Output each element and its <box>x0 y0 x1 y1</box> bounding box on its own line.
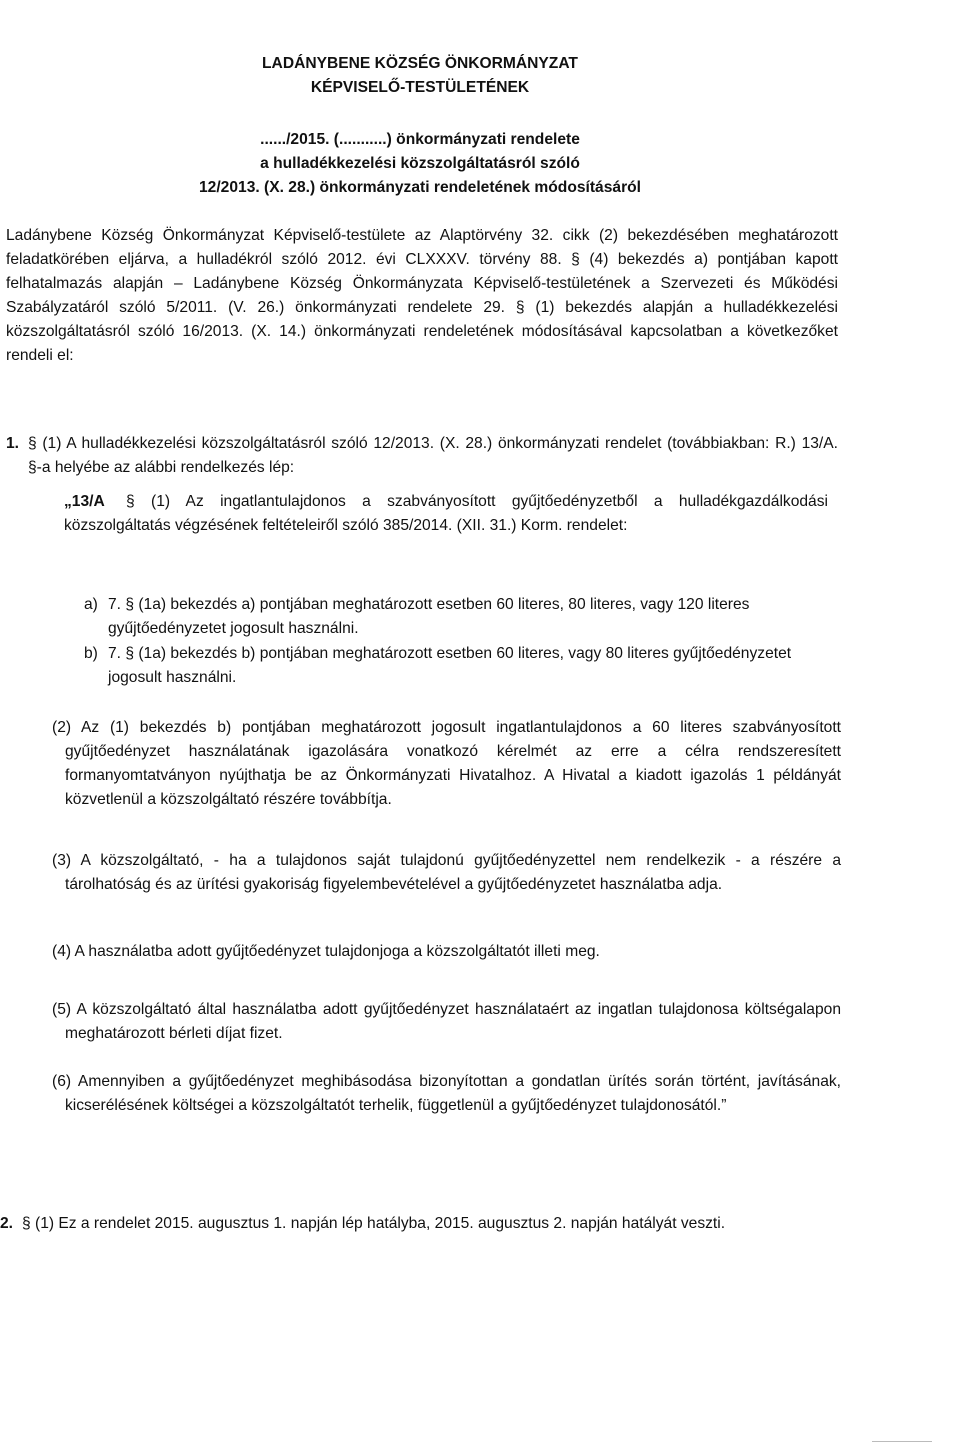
paragraph-6: (6) Amennyiben a gyűjtőedényzet meghibásodása bizonyítottan a gondatlan ürítés során történt, javításának, kicserélésének költségei a közszolgáltatót terhelik, függetlenül a gyűjtőedényzet tulajdonosától.” <box>52 1073 841 1114</box>
item-a-text: 7. § (1a) bekezdés a) pontjában meghatározott esetben 60 literes, 80 literes, vagy 120 literes gyűjtőedényzetet jogosult használni. <box>108 596 750 637</box>
section-1-number: 1. <box>6 435 20 452</box>
paragraph-3: (3) A közszolgáltató, - ha a tulajdonos saját tulajdonú gyűjtőedényzettel nem rendelkezik - a részére a tárolhatóság és az ürítési gyakoriság figyelembevételével a gyűjtőedényzetet használatba adja. <box>52 852 841 893</box>
decree-line-2: a hulladékkezelési közszolgáltatásról szóló <box>260 155 580 172</box>
decree-line-1: ....../2015. (...........) önkormányzati rendelete <box>260 131 580 148</box>
item-b-label: b) <box>84 645 98 662</box>
quote-13a-text: § (1) Az ingatlantulajdonos a szabványosított gyűjtőedényzetből a hulladékgazdálkodási közszolgáltatás végzésének feltételeiről szóló 385/2014. (XII. 31.) Korm. rendelet: <box>64 493 828 534</box>
section-2-text: § (1) Ez a rendelet 2015. augusztus 1. napján lép hatályba, 2015. augusztus 2. napján hatályát veszti. <box>22 1215 726 1232</box>
scan-artifact <box>872 1441 932 1442</box>
section-2 <box>0 1212 828 1236</box>
paragraph-2: (2) Az (1) bekezdés b) pontjában meghatározott jogosult ingatlantulajdonos a 60 literes szabványosított gyűjtőedényzet használatának igazolására vonatkozó kérelmét az erre a célra rendszeresített formanyomtatványon nyújthatja be az Önkormányzati Hivatalhoz. A Hivatal a kiadott igazolás 1 példányát közvetlenül a közszolgáltató részére továbbítja. <box>52 719 841 808</box>
decree-line-3: 12/2013. (X. 28.) önkormányzati rendeletének módosításáról <box>199 179 641 196</box>
section-1-text: § (1) A hulladékkezelési közszolgáltatásról szóló 12/2013. (X. 28.) önkormányzati rendelet (továbbiakban: R.) 13/A. §-a helyébe az alábbi rendelkezés lép: <box>28 435 838 476</box>
title-line-2: KÉPVISELŐ-TESTÜLETÉNEK <box>310 79 530 96</box>
item-b-text: 7. § (1a) bekezdés b) pontjában meghatározott esetben 60 literes, vagy 80 literes gyűjtőedényzetet jogosult használni. <box>108 645 792 686</box>
decree-heading <box>0 128 840 200</box>
title-line-1: LADÁNYBENE KÖZSÉG ÖNKORMÁNYZAT <box>262 55 578 72</box>
item-a-label: a) <box>84 596 98 613</box>
paragraph-5: (5) A közszolgáltató által használatba adott gyűjtőedényzet használataért az ingatlan tulajdonosa költségalapon meghatározott bérleti díjat fizet. <box>52 1001 841 1042</box>
quote-13a <box>64 490 828 538</box>
document-title <box>0 52 840 100</box>
preamble: Ladánybene Község Önkormányzat Képviselő-testülete az Alaptörvény 32. cikk (2) bekezdésében meghatározott feladatkörében eljárva, a hulladékról szóló 2012. évi CLXXXV. törvény 88. § (4) bekezdés a) pontjában kapott felhatalmazás alapján – Ladánybene Község Önkormányzata Képviselő-testületének a Szervezeti és Működési Szabályzatáról szóló 5/2011. (V. 26.) önkormányzati rendelete 29. § (1) bekezdés alapján a hulladékkezelési közszolgáltatásról szóló 16/2013. (X. 14.) önkormányzati rendeletének módosításával kapcsolatban a következőket rendeli el: <box>6 227 838 364</box>
paragraph-4: (4) A használatba adott gyűjtőedényzet tulajdonjoga a közszolgáltatót illeti meg. <box>52 943 600 960</box>
quote-13a-label: „13/A <box>64 493 105 510</box>
section-2-number: 2. <box>0 1215 14 1232</box>
